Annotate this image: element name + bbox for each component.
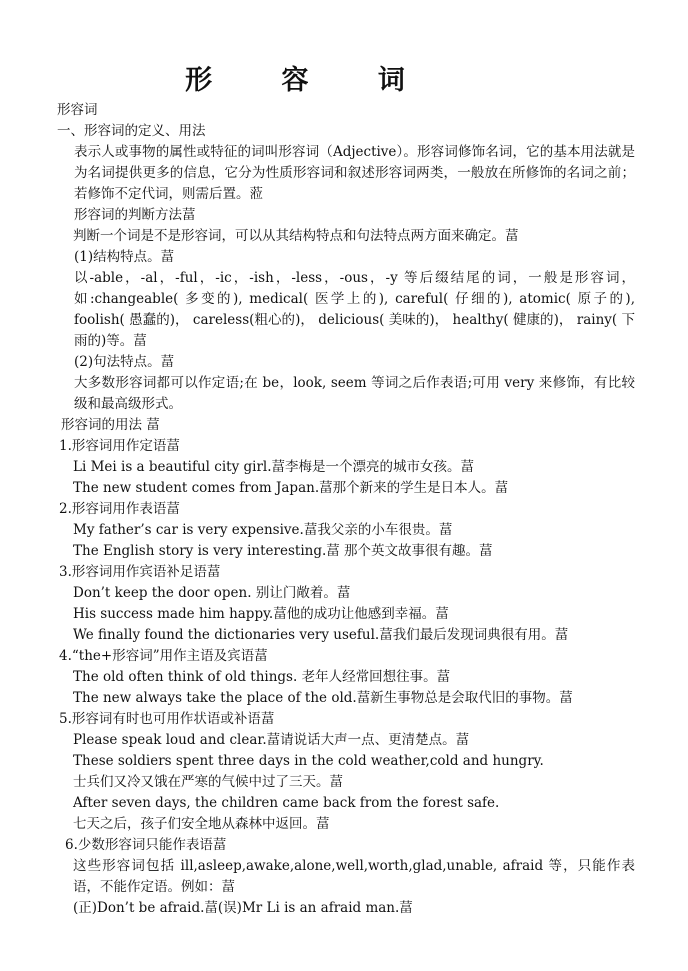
example-line: Don’t keep the door open. 别让门敞着。葍 [73,585,351,601]
example-line: The old often think of old things. 老年人经常回想往事。葍 [73,669,451,685]
translation-line: 士兵们又冷又饿在严寒的气候中过了三天。葍 [73,774,343,790]
example-line: We finally found the dictionaries very useful.葍我们最后发现词典很有用。葍 [73,627,569,643]
usage-heading-2: 2.形容词用作表语葍 [59,501,180,517]
document-body [57,100,635,919]
usage-heading-3: 3.形容词用作宾语补足语葍 [59,564,221,580]
subheading-judgement: 形容词的判断方法葍 [74,207,196,223]
example-line: The new always take the place of the old.葍新生事物总是会取代旧的事物。葍 [73,690,573,706]
usage-heading-4: 4.“the+形容词”用作主语及宾语葍 [59,648,268,664]
section-heading: 一、形容词的定义、用法 [57,123,206,139]
paragraph-definition: 表示人或事物的属性或特征的词叫形容词（Adjective）。形容词修饰名词，它的基本用法就是为名词提供更多的信息，它分为性质形容词和叙述形容词两类，一般放在所修饰的名词之前；若修饰不定代词，则需后置。蒞 [74,144,635,202]
subheading-structure: (1)结构特点。葍 [74,249,175,265]
section-usage: 形容词的用法 葍 [61,417,160,433]
paragraph-judgement: 判断一个词是不是形容词，可以从其结构特点和句法特点两方面来确定。葍 [73,228,519,244]
example-line: Please speak loud and clear.葍请说话大声一点、更清楚点。葍 [73,732,470,748]
example-line: Li Mei is a beautiful city girl.葍李梅是一个漂亮的城市女孩。葍 [73,459,475,475]
translation-line: 七天之后，孩子们安全地从森林中返回。葍 [73,816,330,832]
example-line: My father’s car is very expensive.葍我父亲的小车很贵。葍 [73,522,453,538]
example-line: After seven days, the children came back from the forest safe. [73,795,500,811]
section-label: 形容词 [57,102,98,118]
example-line: The English story is very interesting.葍 那个英文故事很有趣。葍 [73,543,493,559]
subheading-syntax: (2)句法特点。葍 [74,354,175,370]
page-title: 形 容 词 [185,65,435,96]
example-line: The new student comes from Japan.葍那个新来的学生是日本人。葍 [73,480,509,496]
example-line: His success made him happy.葍他的成功让他感到幸福。葍 [73,606,449,622]
example-line: These soldiers spent three days in the cold weather,cold and hungry. [73,753,544,769]
paragraph-structure: 以-able，-al，-ful，-ic，-ish，-less，-ous，-y 等后缀结尾的词，一般是形容词，如:changeable( 多变的), medical( 医学上的), careful( 仔细的), atomic( 原子的), foolish( 愚蠢的)， careless(粗心的)， delicious( 美味的)， healthy( 健康的)， rainy( 下雨的)等。葍 [74,270,635,349]
usage-heading-6: 6.少数形容词只能作表语葍 [65,837,227,853]
usage-heading-1: 1.形容词用作定语葍 [59,438,180,454]
usage-heading-5: 5.形容词有时也可用作状语或补语葍 [59,711,275,727]
example-line: (正)Don’t be afraid.葍(误)Mr Li is an afraid man.葍 [73,900,413,916]
paragraph-predicative-only: 这些形容词包括 ill,asleep,awake,alone,well,worth,glad,unable, afraid 等，只能作表语，不能作定语。例如：葍 [73,858,635,895]
paragraph-syntax: 大多数形容词都可以作定语;在 be，look, seem 等词之后作表语;可用 very 来修饰，有比较级和最高级形式。 [74,375,635,412]
